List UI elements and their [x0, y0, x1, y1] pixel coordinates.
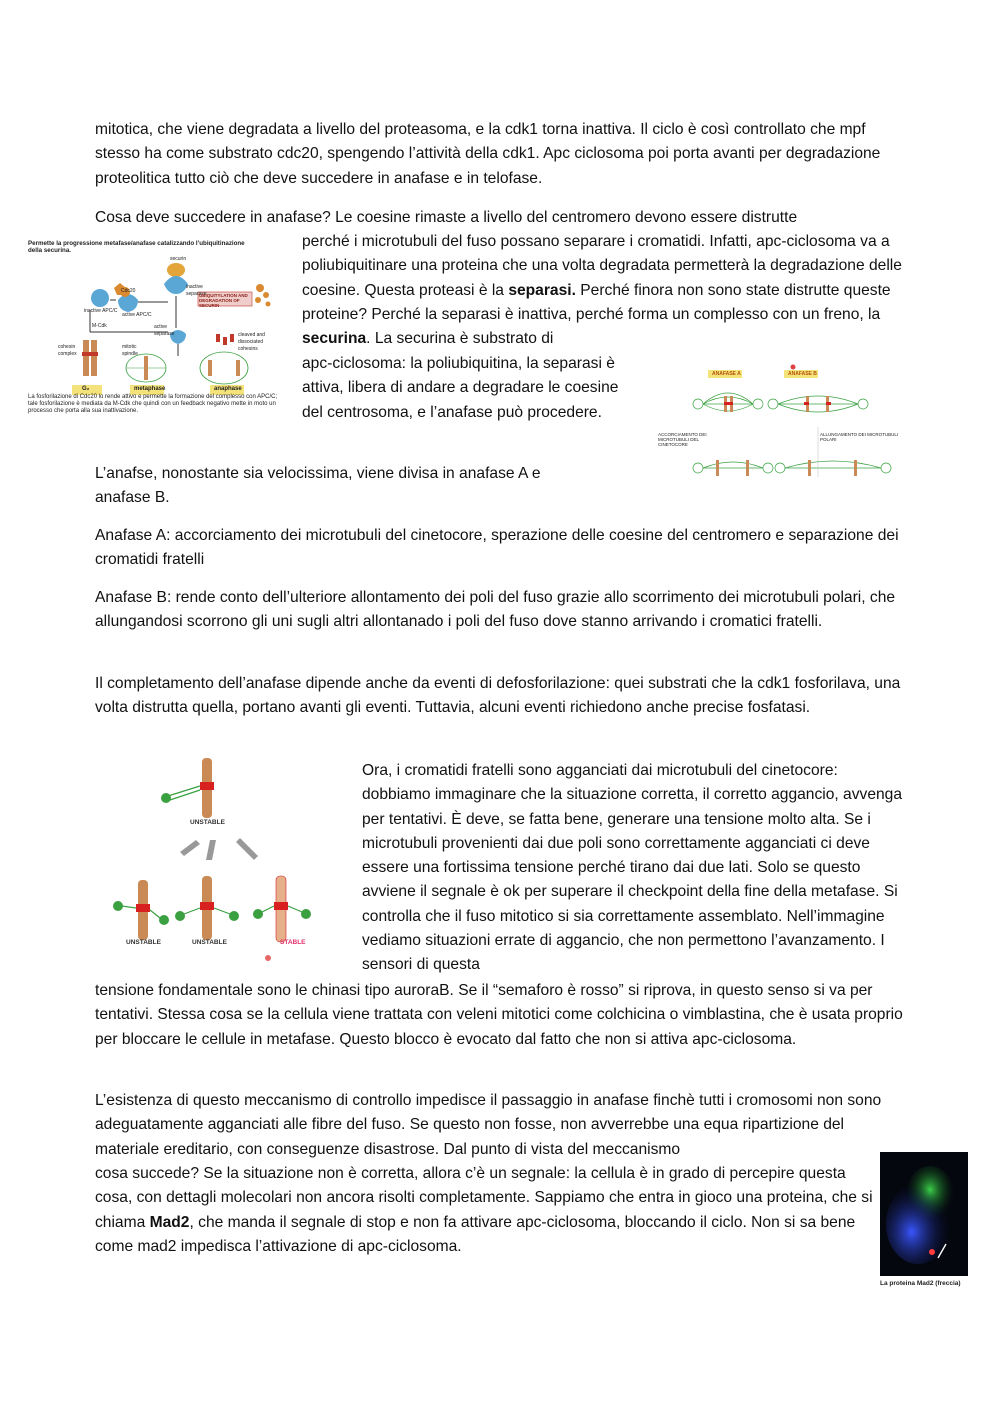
- p2-text-b: Perché finora non sono state distrutte queste proteine? Perché la separasi è inattiva, perché forma un complesso con un freno, la: [302, 281, 891, 323]
- label-stable: STABLE: [280, 939, 306, 946]
- figure-2-drawing: [658, 362, 908, 490]
- paragraph-7-side: Ora, i cromatidi fratelli sono agganciati dai microtubuli del cinetocore: dobbiamo immaginare che la situazione corretta, il corretto aggancio, avvenga per tentativi. È deve, se fatta bene, generare una tensione molto alta. Se i microtubuli provenienti dai due poli sono correttamente agganciati ci deve essere una fortissima tensione perché tirano dai due lati. Solo se questo avviene il segnale è ok per superare il checkpoint della fine della metafase. Si controlla che il fuso mitotico si sia correttamente assemblato. Nell’immagine vediamo situazioni errate di aggancio, che non permettono l’avanzamento. I sensori di questa: [362, 762, 903, 974]
- securina-term: securina: [302, 330, 367, 348]
- label-anaphase: anaphase: [214, 386, 242, 392]
- paragraph-4: Anafase A: accorciamento dei microtubuli del cinetocore, sperazione delle coesine del centromero e separazione dei cromatidi fratelli: [95, 527, 899, 569]
- paragraph-8-narrow: [95, 1162, 875, 1259]
- label-inactive-separase: inactive separase: [186, 284, 207, 297]
- label-anafase-b: ANAFASE B: [788, 371, 817, 377]
- paragraph-2-narrow: apc-ciclosoma: la poliubiquitina, la separasi è attiva, libera di andare a degradare le coesine del centrosoma, e l’anafase può procedere.: [302, 355, 619, 421]
- label-securin: securin: [170, 256, 187, 262]
- label-cdc20: Cdc20: [121, 288, 136, 294]
- paragraph-5: Anafase B: rende conto dell’ulteriore allontamento dei poli del fuso grazie allo scorrimento dei microtubuli polari, che allungandosi scorrono gli uni sugli altri allontanado i poli del fuso dove stanno arrivando i cromatici fratelli.: [95, 589, 896, 631]
- label-cleaved-cohesins: cleaved and dissociated cohesins: [238, 332, 265, 352]
- label-inactive-apcc: inactive APC/C: [84, 308, 118, 314]
- figure-anaphase-ab: [658, 362, 908, 490]
- figure-attachment-stability: [108, 756, 314, 966]
- paragraph-3: L’anafse, nonostante sia velocissima, viene divisa in anafase A e anafase B.: [95, 465, 541, 507]
- paragraph-7-full: tensione fondamentale sono le chinasi tipo auroraB. Se il “semaforo è rosso” si riprova, in questo senso si va per tentativi. Stessa cosa se la cellula viene trattata con veleni mitotici come colchicina o vimblastina, che è usata proprio per bloccare le cellule in metafase. Questo blocco è evocato dal fatto che non si attiva apc-ciclosoma.: [95, 982, 903, 1048]
- label-anafase-a: ANAFASE A: [712, 371, 741, 377]
- paragraph-8-full: L’esistenza di questo meccanismo di controllo impedisce il passaggio in anafase finchè tutti i cromosomi non sono adeguatamente agganciati alle fibre del fuso. Se questo non fosse, non avverrebbe una equa ripartizione del materiale ereditario, con conseguenze disastrose. Dal punto di vista del meccanismo: [95, 1092, 882, 1158]
- p8-text-b: , che manda il segnale di stop e non fa attivare apc-ciclosoma, bloccando il ciclo. Non si sa bene come mad2 impedisca l’attivazione di apc-ciclosoma.: [95, 1213, 856, 1255]
- label-mitotic-spindle: mitotic spindle: [122, 344, 138, 357]
- p2-text-a: perché i microtubuli del fuso possano separare i cromatidi. Infatti, apc-ciclosoma va a poliubiquitinare una proteina che una volta degradata permetterà la degradazione delle coesine. Questa proteasi è la: [302, 233, 902, 299]
- label-unstable-top: UNSTABLE: [190, 819, 225, 826]
- figure-3-drawing: [108, 756, 314, 966]
- p2-text-c: . La securina è substrato di: [366, 330, 554, 348]
- label-kinetochore-shortening: ACCORCIAMENTO DEI MICROTUBULI DEL CINETOCORE: [658, 432, 707, 447]
- figure-4-image: [880, 1152, 968, 1276]
- label-active-apcc: active APC/C: [122, 312, 152, 318]
- p8-text-a: cosa succede? Se la situazione non è corretta, allora c’è un segnale: la cellula è in grado di percepire questa cosa, con dettagli molecolari non ancora risolti completamente. Sappiamo che entra in gioco una proteina, che si chiama: [95, 1165, 873, 1231]
- label-polar-lengthening: ALLUNGAMENTO DEI MICROTUBULI POLARI: [820, 432, 899, 442]
- label-unstable-left: UNSTABLE: [126, 939, 161, 946]
- label-active-separase: active separase: [154, 324, 175, 337]
- figure-mad2-micrograph: [880, 1152, 968, 1294]
- figure-apc-securin: [28, 240, 290, 416]
- figure-1-caption: La fosforilazione di Cdc20 lo rende attivo e permette la formazione del complesso con APC/C; tale fosforilazione è mediata da M-Cdk che quindi con un feedback negativo mette in moto un processo che porta alla sua inattivazione.: [28, 394, 278, 414]
- separasi-term: separasi.: [508, 281, 576, 299]
- label-unstable-middle: UNSTABLE: [192, 939, 227, 946]
- figure-1-title: Permette la progressione metafase/anafase catalizzando l’ubiquitinazione della securina.: [28, 240, 245, 254]
- paragraph-1: mitotica, che viene degradata a livello del proteasoma, e la cdk1 torna inattiva. Il ciclo è così controllato che mpf stesso ha come substrato cdc20, spengendo l’attività della cdk1. Apc ciclosoma poi porta avanti per degradazione proteolitica tutto ciò che deve succedere in anafase e in telofase.: [95, 121, 881, 187]
- figure-4-caption: La proteina Mad2 (freccia): [880, 1280, 961, 1287]
- paragraph-2-middle: [302, 230, 908, 351]
- paragraph-2-line-1: Cosa deve succedere in anafase? Le coesine rimaste a livello del centromero devono essere distrutte: [95, 209, 798, 226]
- label-ubiquitylation: UBIQUITYLATION AND DEGRADATION OF SECURIN: [199, 293, 248, 308]
- label-cohesin-complex: cohesin complex: [58, 344, 77, 357]
- label-metaphase: metaphase: [134, 386, 166, 392]
- paragraph-6: Il completamento dell’anafase dipende anche da eventi di defosforilazione: quei substrati che la cdk1 fosforilava, una volta distrutta quella, portano avanti gli eventi. Tuttavia, alcuni eventi richiedono anche precise fosfatasi.: [95, 675, 901, 717]
- label-g2: G₂: [82, 386, 90, 392]
- mad2-term: Mad2: [149, 1213, 190, 1231]
- label-mcdk: M-Cdk: [92, 323, 107, 329]
